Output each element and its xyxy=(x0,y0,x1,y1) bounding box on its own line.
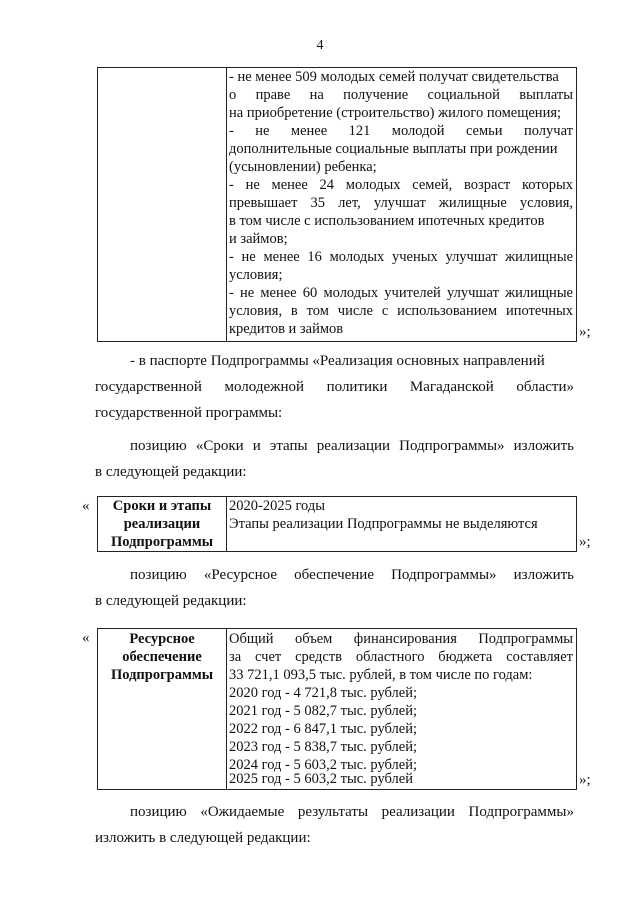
opening-quote: « xyxy=(82,630,90,646)
label-line: Ресурсное xyxy=(129,631,195,647)
label-line: Сроки и этапы xyxy=(112,498,212,514)
label-line: Подпрограммы xyxy=(110,667,214,683)
value-line: за счет средств областного бюджета составляет xyxy=(229,649,573,665)
value-line: 2025 год - 5 603,2 тыс. рублей xyxy=(229,771,413,787)
resources-table-divider xyxy=(226,628,227,790)
value-line: 33 721,1 093,5 тыс. рублей, в том числе по годам: xyxy=(229,667,533,683)
results-line: - не менее 60 молодых учителей улучшат жилищные xyxy=(229,285,573,301)
paragraph-line: - в паспорте Подпрограммы «Реализация основных направлений xyxy=(130,353,545,369)
results-line: и займов; xyxy=(229,231,288,247)
paragraph-line: позицию «Ожидаемые результаты реализации Подпрограммы» xyxy=(130,804,574,820)
period-table-divider xyxy=(226,496,227,552)
value-line: 2023 год - 5 838,7 тыс. рублей; xyxy=(229,739,417,755)
results-line: в том числе с использованием ипотечных кредитов xyxy=(229,213,545,229)
value-line: Общий объем финансирования Подпрограммы xyxy=(229,631,573,647)
paragraph-line: позицию «Сроки и этапы реализации Подпрограммы» изложить xyxy=(130,438,574,454)
paragraph-line: в следующей редакции: xyxy=(95,593,247,609)
label-line: реализации xyxy=(123,516,201,532)
paragraph-line: государственной программы: xyxy=(95,405,283,421)
value-line: 2022 год - 6 847,1 тыс. рублей; xyxy=(229,721,417,737)
results-line: - не менее 24 молодых семей, возраст которых xyxy=(229,177,573,193)
value-line: 2020 год - 4 721,8 тыс. рублей; xyxy=(229,685,417,701)
value-line: 2024 год - 5 603,2 тыс. рублей; xyxy=(229,757,417,773)
opening-quote: « xyxy=(82,498,90,514)
value-line: 2021 год - 5 082,7 тыс. рублей; xyxy=(229,703,417,719)
results-line: (усыновлении) ребенка; xyxy=(229,159,377,175)
closing-quote: »; xyxy=(579,772,591,788)
page-number: 4 xyxy=(316,38,324,53)
closing-quote: »; xyxy=(579,324,591,340)
results-line: о праве на получение социальной выплаты xyxy=(229,87,573,103)
value-line: 2020-2025 годы xyxy=(229,498,325,514)
results-line: - не менее 121 молодой семьи получат xyxy=(229,123,573,139)
results-line: условия; xyxy=(229,267,283,283)
results-line: превышает 35 лет, улучшат жилищные условия, xyxy=(229,195,573,211)
paragraph-line: государственной молодежной политики Магаданской области» xyxy=(95,379,574,395)
results-line: - не менее 509 молодых семей получат свидетельства xyxy=(229,69,559,85)
paragraph-line: позицию «Ресурсное обеспечение Подпрограммы» изложить xyxy=(130,567,574,583)
results-line: условия, в том числе с использованием ипотечных xyxy=(229,303,573,319)
results-line: дополнительные социальные выплаты при рождении xyxy=(229,141,558,157)
label-line: Подпрограммы xyxy=(110,534,214,550)
value-line: Этапы реализации Подпрограммы не выделяются xyxy=(229,516,538,532)
results-line: - не менее 16 молодых ученых улучшат жилищные xyxy=(229,249,573,265)
results-line: кредитов и займов xyxy=(229,321,344,337)
paragraph-line: изложить в следующей редакции: xyxy=(95,830,311,846)
label-line: обеспечение xyxy=(122,649,202,665)
paragraph-line: в следующей редакции: xyxy=(95,464,247,480)
results-line: на приобретение (строительство) жилого помещения; xyxy=(229,105,562,121)
results-table-divider xyxy=(226,67,227,342)
closing-quote: »; xyxy=(579,534,591,550)
